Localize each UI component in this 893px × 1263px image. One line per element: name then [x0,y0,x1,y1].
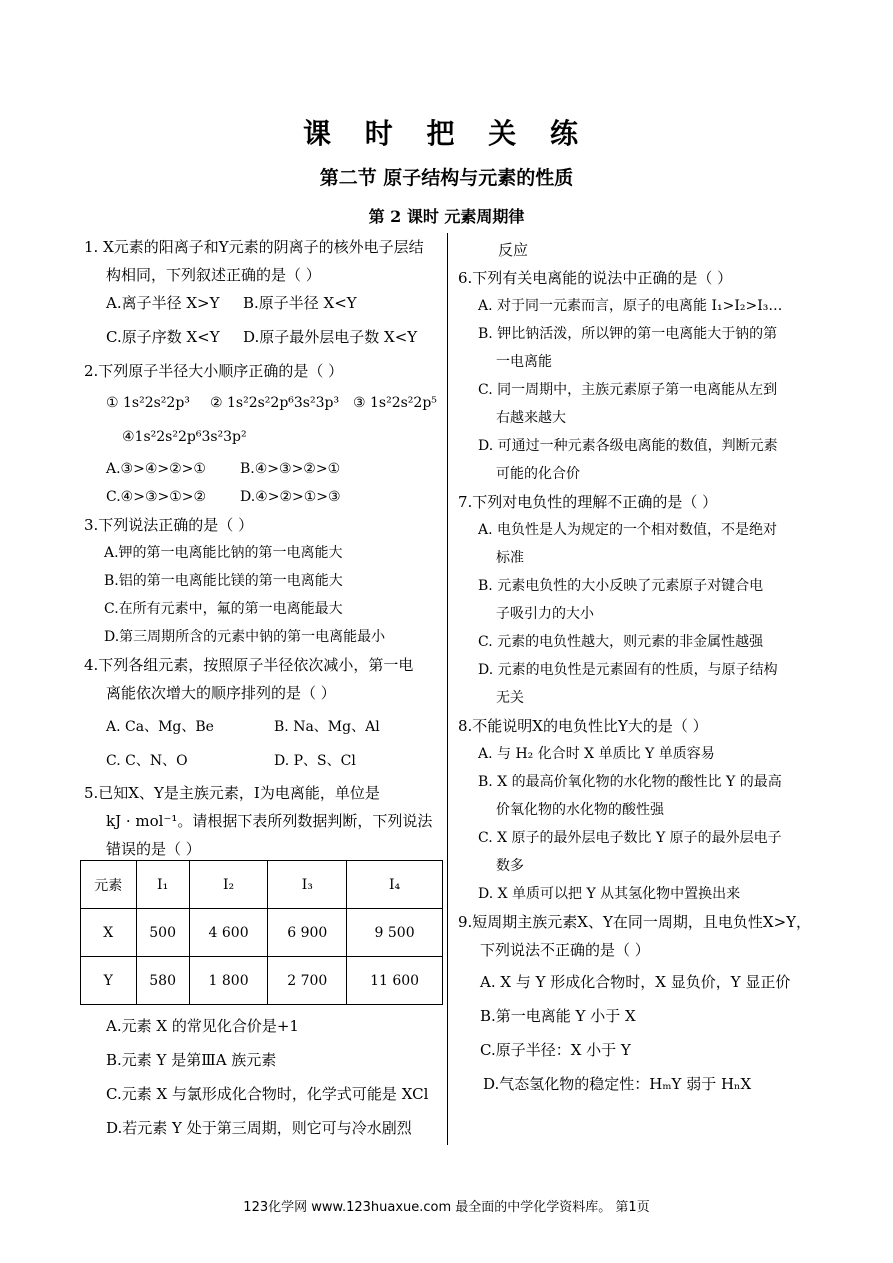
q9-option-c: C.原子半径：X 小于 Y [480,1041,631,1059]
q2-stem: 2.下列原子半径大小顺序正确的是（ ） [84,362,344,380]
q6-option-c-line1: C. 同一周期中，主族元素原子第一电离能从左到 [478,382,778,398]
table-row [81,957,443,1005]
q1-stem-line1: 1. X元素的阳离子和Y元素的阴离子的核外电子层结 [84,238,424,256]
ionization-energy-table [80,860,443,1005]
q1-stem-line2: 构相同，下列叙述正确的是（ ） [106,266,321,284]
q9-stem-line2: 下列说法不正确的是（ ） [480,941,650,959]
q2-option-c: C.④>③>①>② [106,489,207,505]
q8-option-d: D. X 单质可以把 Y 从其氢化物中置换出来 [478,886,741,902]
question-9 [458,908,818,1098]
question-1 [84,233,444,351]
table-cell: 11 600 [347,957,443,1005]
q9-stem-line1: 9.短周期主族元素X、Y在同一周期，且电负性X>Y， [458,913,812,931]
q5-option-c: C.元素 X 与氯形成化合物时，化学式可能是 XCl [106,1085,429,1103]
page-title: 课 时 把 关 练 [303,117,590,150]
q2-option-d: D.④>②>①>③ [240,489,341,505]
q4-stem-line1: 4.下列各组元素，按照原子半径依次减小，第一电 [84,656,414,674]
q5-option-a: A.元素 X 的常见化合价是+1 [106,1017,299,1035]
q9-option-a: A. X 与 Y 形成化合物时，X 显负价，Y 显正价 [480,973,791,991]
q2-config-2: ② 1s²2s²2p⁶3s²3p³ [210,395,340,411]
table-header-cell: I₃ [268,861,347,909]
table-header-cell: I₂ [189,861,268,909]
q4-options-ab [84,713,444,741]
question-2 [84,357,444,511]
q6-option-d-line2: 可能的化合价 [496,466,580,482]
q1-option-c: C.原子序数 X<Y [106,328,220,346]
table-row [81,909,443,957]
table-cell: 6 900 [268,909,347,957]
table-cell: 580 [136,957,189,1005]
q4-option-c: C. C、N、O [106,753,188,769]
q6-option-b-line2: 一电离能 [496,354,552,370]
q1-option-d: D.原子最外层电子数 X<Y [243,328,418,346]
question-3 [84,511,444,651]
q3-option-d: D.第三周期所含的元素中钠的第一电离能最小 [104,629,386,645]
right-column [458,236,818,1098]
q5-option-b: B.元素 Y 是第ⅢA 族元素 [106,1051,277,1069]
table-cell: 4 600 [189,909,268,957]
q2-options-cd [84,483,444,511]
q9-option-d: D.气态氢化物的稳定性：HₘY 弱于 HₙX [483,1075,752,1093]
q7-option-b-line2: 子吸引力的大小 [496,606,594,622]
q8-option-c-line1: C. X 原子的最外层电子数比 Y 原子的最外层电子 [478,830,782,846]
table-cell: 500 [136,909,189,957]
table-cell: 2 700 [268,957,347,1005]
q4-stem-line2: 离能依次增大的顺序排列的是（ ） [106,684,336,702]
table-cell: Y [81,957,137,1005]
q7-option-b-line1: B. 元素电负性的大小反映了元素原子对键合电 [478,578,764,594]
q2-config-3: ③ 1s²2s²2p⁵ [353,395,437,411]
table-header-cell: 元素 [81,861,137,909]
q5-option-d: D.若元素 Y 处于第三周期，则它可与冷水剧烈 [106,1119,412,1137]
q5-options [84,1012,444,1142]
q6-option-d-line1: D. 可通过一种元素各级电离能的数值，判断元素 [478,438,778,454]
q1-options-cd [84,323,444,351]
q6-option-c-line2: 右越来越大 [496,410,566,426]
q5-stem-line1: 5.已知X、Y是主族元素，I为电离能，单位是 [84,784,380,802]
q7-option-a-line2: 标准 [496,550,524,566]
q8-option-c-line2: 数多 [496,858,524,874]
q5-continuation: 反应 [498,241,529,259]
q2-config-4: ④1s²2s²2p⁶3s²3p² [122,429,247,445]
q1-options-ab [84,289,444,317]
question-6 [458,264,818,488]
q7-option-d-line1: D. 元素的电负性是元素固有的性质，与原子结构 [478,662,778,678]
q4-option-d: D. P、S、Cl [274,753,356,769]
section-title: 第二节 原子结构与元素的性质 [319,167,574,189]
lesson-title: 第 2 课时 元素周期律 [368,207,525,226]
q4-options-cd [84,747,444,775]
q5-stem-line2: kJ · mol⁻¹。请根据下表所列数据判断，下列说法 [106,812,433,830]
table-cell: X [81,909,137,957]
q2-option-a: A.③>④>②>① [106,461,206,477]
q8-option-a: A. 与 H₂ 化合时 X 单质比 Y 单质容易 [478,746,715,762]
q6-stem: 6.下列有关电离能的说法中正确的是（ ） [458,269,733,287]
q3-option-b: B.铝的第一电离能比镁的第一电离能大 [104,573,343,589]
q4-option-a: A. Ca、Mg、Be [106,719,214,735]
q9-option-b: B.第一电离能 Y 小于 X [480,1007,636,1025]
q6-option-a: A. 对于同一元素而言，原子的电离能 I₁>I₂>I₃… [478,298,783,314]
q3-option-a: A.钾的第一电离能比钠的第一电离能大 [104,545,343,561]
q1-option-b: B.原子半径 X<Y [243,294,357,312]
table-header-row [81,861,443,909]
q3-stem: 3.下列说法正确的是（ ） [84,516,254,534]
q8-option-b-line2: 价氧化物的水化物的酸性强 [496,802,664,818]
q8-option-b-line1: B. X 的最高价氧化物的水化物的酸性比 Y 的最高 [478,774,782,790]
table-cell: 9 500 [347,909,443,957]
q2-options-ab [84,455,444,483]
table-cell: 1 800 [189,957,268,1005]
q7-option-c: C. 元素的电负性越大，则元素的非金属性越强 [478,634,764,650]
q8-stem: 8.不能说明X的电负性比Y大的是（ ） [458,717,708,735]
q1-option-a: A.离子半径 X>Y [106,294,220,312]
q4-option-b: B. Na、Mg、Al [274,719,380,735]
q7-option-d-line2: 无关 [496,690,524,706]
table-header-cell: I₁ [136,861,189,909]
q2-configs-123 [84,389,444,417]
question-5 [84,779,444,863]
q7-stem: 7.下列对电负性的理解不正确的是（ ） [458,493,718,511]
q5-stem-line3: 错误的是（ ） [106,840,201,858]
table-header-cell: I₄ [347,861,443,909]
question-7 [458,488,818,712]
q3-option-c: C.在所有元素中，氟的第一电离能最大 [104,601,343,617]
page-footer: 123化学网 www.123huaxue.com 最全面的中学化学资料库。 第1页 [243,1200,650,1215]
q2-option-b: B.④>③>②>① [240,461,341,477]
q2-config-1: ① 1s²2s²2p³ [106,395,190,411]
q7-option-a-line1: A. 电负性是人为规定的一个相对数值，不是绝对 [478,522,778,538]
q6-option-b-line1: B. 钾比钠活泼，所以钾的第一电离能大于钠的第 [478,326,778,342]
question-8 [458,712,818,908]
question-4 [84,651,444,775]
left-column [84,233,444,863]
column-divider [447,233,448,1145]
